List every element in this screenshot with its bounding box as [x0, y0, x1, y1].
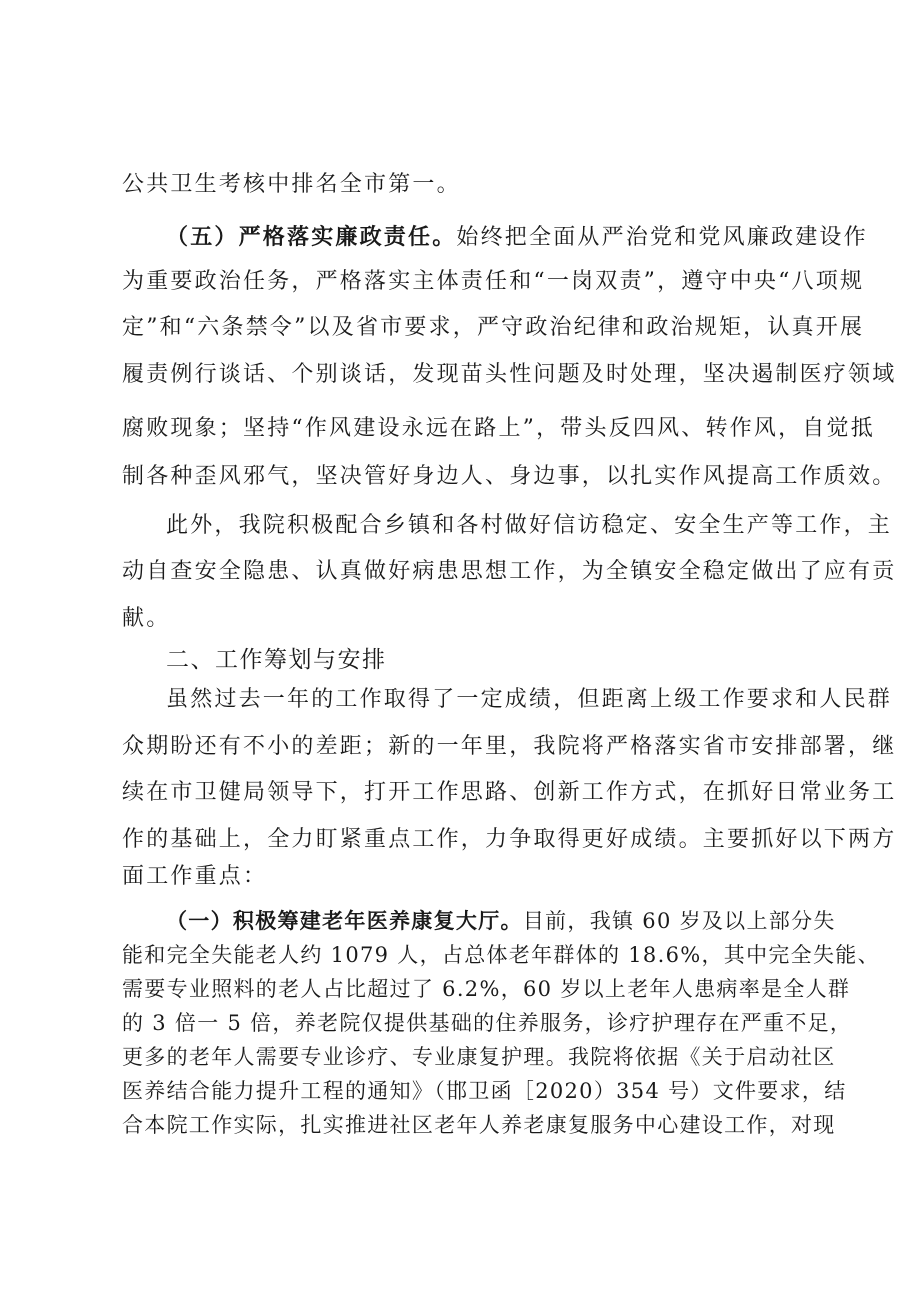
paragraph-plan-line: 虽然过去一年的工作取得了一定成绩，但距离上级工作要求和人民群	[166, 687, 893, 712]
section-5-text: 始终把全面从严治党和党风廉政建设作	[456, 225, 868, 250]
section-1-line: 合本院工作实际，扎实推进社区老年人养老康复服务中心建设工作，对现	[122, 1113, 836, 1137]
section-5-lead: （五）严格落实廉政责任。	[166, 224, 457, 250]
section-1-line: 医养结合能力提升工程的通知》（邯卫函［2020）354 号）文件要求，结	[122, 1079, 847, 1103]
section-1-lead: （一）积极筹建老年医养康复大厅。	[166, 908, 523, 933]
section-5-line: 定”和“六条禁令”以及省市要求，严守政治纪律和政治规矩，认真开展	[122, 315, 865, 340]
section-5-line: 为重要政治任务，严格落实主体责任和“一岗双责”，遵守中央“八项规	[122, 269, 865, 294]
paragraph-besides-line: 动自查安全隐患、认真做好病患思想工作，为全镇安全稳定做出了应有贡	[122, 559, 897, 584]
section-heading-2: 二、工作筹划与安排	[166, 647, 387, 673]
section-5-line: 制各种歪风邪气，坚决管好身边人、身边事，以扎实作风提高工作质效。	[122, 464, 897, 489]
section-1-text: 目前，我镇 60 岁及以上部分失	[522, 909, 836, 933]
section-1-line: 能和完全失能老人约 1079 人，占总体老年群体的 18.6%，其中完全失能、	[122, 943, 880, 967]
paragraph-plan-line: 面工作重点：	[122, 864, 268, 889]
section-5-line: 腐败现象；坚持“作风建设永远在路上”，带头反四风、转作风，自觉抵	[122, 416, 875, 441]
section-1-line: 更多的老年人需要专业诊疗、专业康复护理。我院将依据《关于启动社区	[122, 1045, 836, 1069]
section-1-line: 的 3 倍一 5 倍，养老院仅提供基础的住养服务，诊疗护理存在严重不足，	[122, 1011, 853, 1035]
section-1-line: 需要专业照料的老人占比超过了 6.2%，60 岁以上老年人患病率是全人群	[122, 977, 851, 1001]
section-5-line: 履责例行谈话、个别谈话，发现苗头性问题及时处理，坚决遏制医疗领域	[122, 362, 897, 387]
paragraph-besides-line: 献。	[122, 606, 171, 631]
paragraph-intro-end: 公共卫生考核中排名全市第一。	[122, 172, 461, 197]
paragraph-plan-line: 作的基础上，全力盯紧重点工作，力争取得更好成绩。主要抓好以下两方	[122, 827, 897, 852]
paragraph-besides-line: 此外，我院积极配合乡镇和各村做好信访稳定、安全生产等工作，主	[166, 513, 893, 538]
section-1-first-line	[166, 906, 836, 936]
section-5-first-line	[166, 222, 868, 253]
paragraph-plan-line: 众期盼还有不小的差距；新的一年里，我院将严格落实省市安排部署，继	[122, 734, 897, 759]
paragraph-plan-line: 续在市卫健局领导下，打开工作思路、创新工作方式，在抓好日常业务工	[122, 780, 897, 805]
